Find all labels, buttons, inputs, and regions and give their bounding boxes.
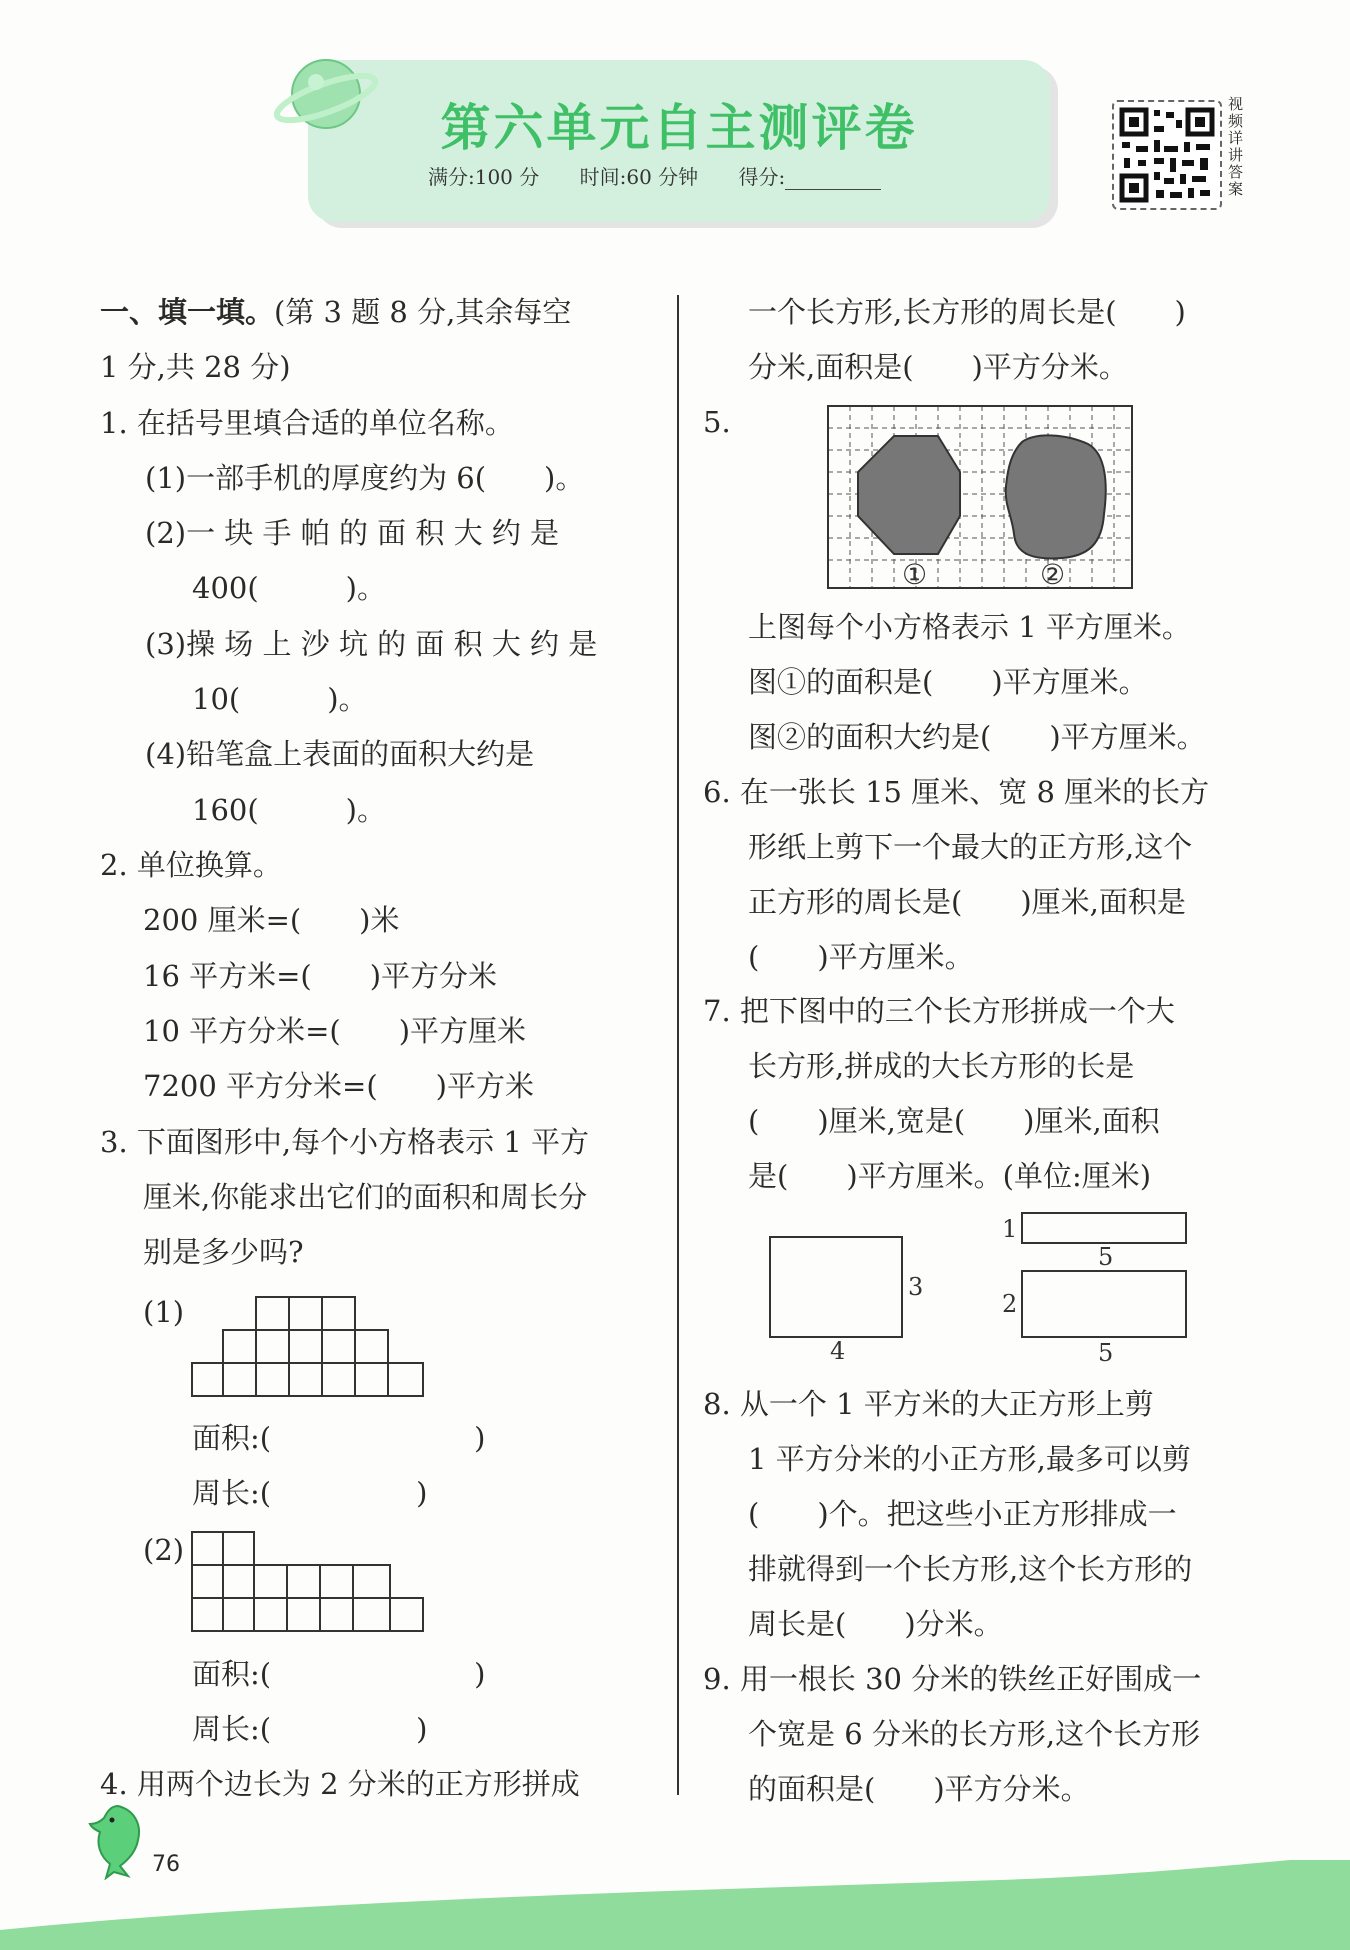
q7-stem-3: ( )厘米,宽是( )厘米,面积 (748, 1104, 1160, 1138)
score-blank (785, 171, 881, 190)
q2-line4: 7200 平方分米=( )平方米 (143, 1069, 534, 1103)
dolphin-icon (88, 1800, 150, 1880)
q3-figure2-grid (190, 1530, 426, 1633)
qr-label: 视频详讲答案 (1228, 95, 1244, 198)
q7-rect-1x5 (1022, 1213, 1186, 1243)
q3-perimeter2: 周长:( ) (192, 1712, 428, 1746)
time-limit: 时间:60 分钟 (579, 165, 699, 189)
q1-part2: (2)一 块 手 帕 的 面 积 大 约 是 (145, 516, 560, 550)
q7-stem-2: 长方形,拼成的大长方形的长是 (748, 1049, 1135, 1083)
q5-label2: ② (1040, 558, 1066, 590)
q9-stem-2: 个宽是 6 分米的长方形,这个长方形 (748, 1717, 1201, 1751)
q2-stem: 2. 单位换算。 (100, 848, 282, 882)
q8-stem-3: ( )个。把这些小正方形排成一 (748, 1497, 1177, 1531)
q5-shape2 (1006, 435, 1106, 558)
q2-line3: 10 平方分米=( )平方厘米 (143, 1014, 527, 1048)
q8-stem-2: 1 平方分米的小正方形,最多可以剪 (748, 1442, 1191, 1476)
q4-stem: 4. 用两个边长为 2 分米的正方形拼成 (100, 1767, 580, 1801)
q3-area1: 面积:( ) (192, 1421, 486, 1455)
q8-stem-4: 排就得到一个长方形,这个长方形的 (748, 1552, 1193, 1586)
q1-part3: (3)操 场 上 沙 坑 的 面 积 大 约 是 (145, 627, 598, 661)
column-divider (677, 295, 679, 1795)
section1-note: (第 3 题 8 分,其余每空 (274, 295, 572, 329)
q9-stem-3: 的面积是( )平方分米。 (748, 1772, 1090, 1806)
q7-rect-3x4-height: 3 (908, 1273, 924, 1301)
q7-rect-2x5-height: 2 (1002, 1290, 1018, 1318)
q7-rect-1x5-width: 5 (1098, 1243, 1114, 1271)
q5-label1: ① (902, 558, 928, 590)
q1-stem: 1. 在括号里填合适的单位名称。 (100, 406, 514, 440)
q1-part1: (1)一部手机的厚度约为 6( )。 (145, 461, 585, 495)
qr-code-icon[interactable] (1112, 100, 1222, 210)
q5-shape1 (858, 436, 960, 554)
q1-part4-blank: 160( )。 (192, 793, 386, 827)
section1-title (100, 292, 571, 332)
full-score: 满分:100 分 (428, 165, 540, 189)
q5-text2: 图①的面积是( )平方厘米。 (748, 665, 1148, 699)
q3-perimeter1: 周长:( ) (192, 1476, 428, 1510)
q5-number: 5. (703, 405, 731, 439)
q8-stem: 8. 从一个 1 平方米的大正方形上剪 (703, 1387, 1154, 1421)
section1-heading: 一、填一填。 (100, 295, 275, 329)
q7-rect-2x5 (1022, 1271, 1186, 1337)
q3-stem-2: 厘米,你能求出它们的面积和周长分 (143, 1180, 588, 1214)
q3-stem-3: 别是多少吗? (143, 1235, 304, 1269)
section1-note-cont: 1 分,共 28 分) (100, 350, 291, 384)
page-title: 第六单元自主测评卷 (440, 99, 918, 157)
q2-line1: 200 厘米=( )米 (143, 903, 400, 937)
q5-grid-figure (826, 404, 1134, 590)
q6-stem-3: 正方形的周长是( )厘米,面积是 (748, 885, 1186, 919)
q3-area2: 面积:( ) (192, 1657, 486, 1691)
q6-stem-4: ( )平方厘米。 (748, 940, 974, 974)
q3-figure1-label: (1) (143, 1295, 185, 1329)
footer-wave (0, 1860, 1350, 1950)
q7-rectangles-figure (760, 1205, 1200, 1365)
q7-rect-3x4-width: 4 (830, 1337, 846, 1365)
page-number: 76 (152, 1852, 180, 1877)
q5-text1: 上图每个小方格表示 1 平方厘米。 (748, 610, 1191, 644)
q6-stem: 6. 在一张长 15 厘米、宽 8 厘米的长方 (703, 775, 1210, 809)
q9-stem: 9. 用一根长 30 分米的铁丝正好围成一 (703, 1662, 1202, 1696)
q1-part4: (4)铅笔盒上表面的面积大约是 (145, 737, 535, 771)
q7-stem: 7. 把下图中的三个长方形拼成一个大 (703, 994, 1175, 1028)
q3-figure2-label: (2) (143, 1533, 185, 1567)
q3-stem: 3. 下面图形中,每个小方格表示 1 平方 (100, 1125, 589, 1159)
q7-stem-4: 是( )平方厘米。(单位:厘米) (748, 1159, 1152, 1193)
q6-stem-2: 形纸上剪下一个最大的正方形,这个 (748, 830, 1193, 864)
score-field: 得分: (739, 165, 916, 189)
q4-stem-2: 一个长方形,长方形的周长是( ) (748, 295, 1186, 329)
q7-rect-1x5-height: 1 (1002, 1215, 1018, 1243)
q5-text3: 图②的面积大约是( )平方厘米。 (748, 720, 1206, 754)
q7-rect-3x4 (770, 1237, 902, 1337)
q1-part3-blank: 10( )。 (192, 682, 368, 716)
q7-rect-2x5-width: 5 (1098, 1339, 1114, 1365)
q8-stem-5: 周长是( )分米。 (748, 1607, 1003, 1641)
q2-line2: 16 平方米=( )平方分米 (143, 959, 498, 993)
q1-part2-blank: 400( )。 (192, 571, 386, 605)
exam-meta (428, 161, 949, 190)
q4-stem-3: 分米,面积是( )平方分米。 (748, 350, 1128, 384)
q3-figure1-grid (190, 1295, 426, 1398)
